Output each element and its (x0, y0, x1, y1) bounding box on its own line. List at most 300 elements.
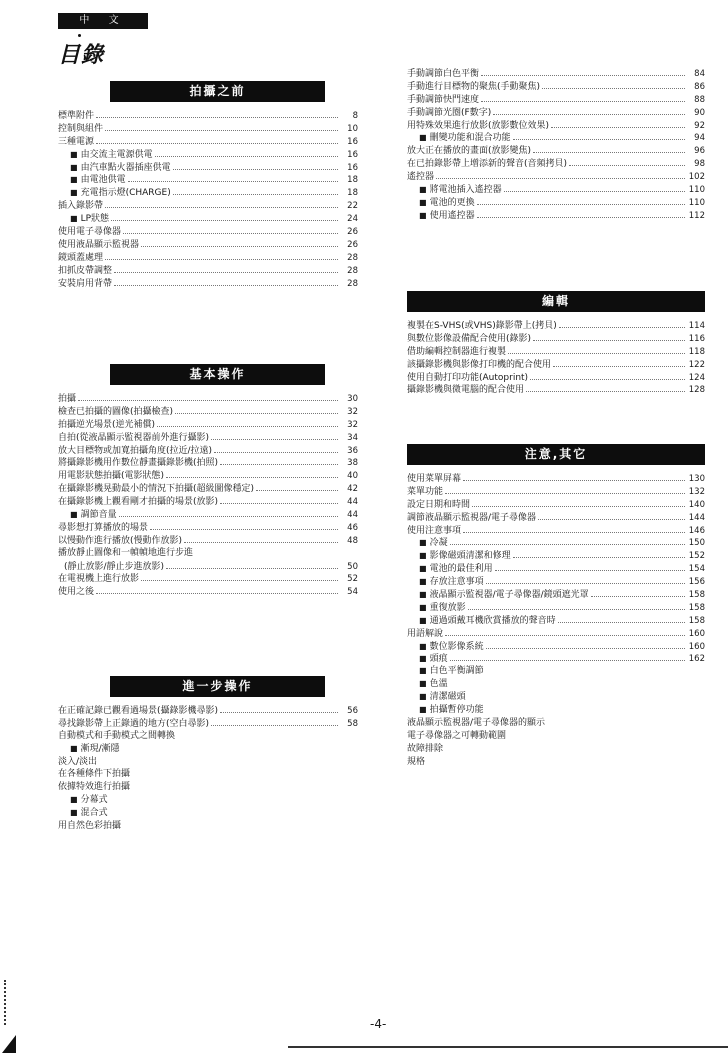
toc-entry[interactable] (407, 183, 705, 196)
toc-entry-page: 92 (694, 120, 705, 131)
toc-entry-title: 使用菜單屏幕 (407, 474, 462, 484)
dot-leader (436, 170, 685, 179)
toc-entries (407, 319, 705, 396)
toc-entry[interactable] (58, 238, 358, 251)
dot-leader (508, 345, 685, 354)
toc-entry[interactable] (407, 756, 705, 769)
toc-entry[interactable] (58, 109, 358, 122)
toc-entry-page: 122 (688, 359, 705, 370)
toc-entry[interactable] (407, 157, 705, 170)
dot-leader (141, 572, 338, 581)
toc-entry-page: 140 (688, 499, 705, 510)
toc-entry[interactable] (58, 225, 358, 238)
toc-entry[interactable] (407, 691, 705, 704)
toc-entry-page: 88 (694, 94, 705, 105)
dot-leader (559, 319, 685, 328)
dot-leader (569, 157, 685, 166)
toc-entry-page: 152 (688, 551, 705, 562)
toc-entry-title: 手動調節快門速度 (407, 94, 480, 105)
section-heading: 拍攝之前 (110, 81, 325, 102)
toc-entry-title: 複製在S-VHS(或VHS)錄影帶上(拷貝) (407, 321, 557, 331)
toc-entry-page: 32 (347, 406, 358, 417)
toc-entries (58, 109, 358, 289)
toc-entry-page: 146 (688, 525, 705, 536)
toc-entry[interactable] (407, 80, 705, 93)
toc-entry[interactable] (407, 601, 705, 614)
toc-entry-title: 安裝肩用背帶 (58, 278, 113, 289)
toc-entry-page: 48 (347, 535, 358, 546)
toc-entry-page: 98 (694, 159, 705, 170)
toc-entry[interactable] (58, 820, 358, 833)
toc-entry[interactable] (407, 67, 705, 80)
toc-entry-title: 用特殊效果進行放影(放影數位效果) (407, 120, 550, 131)
toc-entry-page: 42 (347, 484, 358, 495)
dot-leader (220, 704, 338, 713)
dot-leader (214, 444, 338, 453)
toc-entry-title: ■ 數位影像系統 (419, 641, 484, 653)
dot-leader (495, 562, 685, 571)
toc-entry-title: ■ 冷凝 (419, 537, 448, 549)
toc-entry[interactable] (407, 614, 705, 627)
toc-entry[interactable] (58, 794, 358, 807)
toc-entry-title: ■ 由電池供電 (70, 174, 126, 186)
toc-entry-page: 130 (688, 474, 705, 484)
dot-leader (111, 212, 338, 221)
toc-entry-page: 118 (688, 346, 705, 357)
toc-entry-page: 22 (347, 201, 358, 212)
toc-entry[interactable] (58, 521, 358, 534)
toc-entry-page: 110 (688, 185, 705, 196)
toc-entry-page: 90 (694, 107, 705, 118)
toc-entry-title: ■ 重復放影 (419, 602, 466, 614)
dot-leader (558, 614, 685, 623)
toc-entry-title: 調節液晶顯示監視器/電子尋像器 (407, 512, 537, 523)
toc-entry[interactable] (407, 358, 705, 371)
toc-entry-title: ■ 清潔磁頭 (419, 691, 466, 704)
toc-entry-title: 在已拍錄影帶上增添新的聲音(音頻拷貝) (407, 159, 568, 170)
toc-entry-title: ■ 液晶顯示監視器/電子尋像器/鏡頭遮光罩 (419, 589, 589, 601)
toc-entry-page: 158 (688, 615, 705, 626)
toc-entry-title: 遙控器 (407, 172, 435, 183)
toc-entry-page: 124 (688, 372, 705, 383)
scan-edge-marks (4, 980, 9, 1025)
toc-entry-title: ■ 使用遙控器 (419, 210, 475, 222)
toc-entry[interactable] (407, 472, 705, 485)
toc-entry-page: 46 (347, 522, 358, 533)
toc-entry[interactable] (407, 575, 705, 588)
dot-leader (220, 495, 338, 504)
dot-leader (551, 119, 685, 128)
toc-entry[interactable] (58, 186, 358, 199)
toc-entry-title: ■ LP狀態 (70, 213, 109, 225)
toc-entry[interactable] (407, 371, 705, 384)
toc-entries (407, 472, 705, 768)
toc-entry-page: 16 (347, 136, 358, 147)
dot-leader (481, 93, 685, 102)
dot-leader (220, 456, 338, 465)
toc-entry-title: ■ 通過頭戴耳機欣賞播放的聲音時 (419, 615, 556, 627)
toc-entry-page: 38 (347, 458, 358, 469)
dot-leader (463, 472, 685, 481)
toc-entry-page: 26 (347, 239, 358, 250)
toc-entry-title: 鏡頭蓋處理 (58, 252, 104, 263)
toc-entry-title: ■ 電池的最佳利用 (419, 563, 493, 575)
toc-entry-title: ■ 電池的更換 (419, 197, 475, 209)
section-notes-other (407, 444, 705, 768)
dot-leader (477, 209, 685, 218)
toc-entry-page: 96 (694, 146, 705, 157)
toc-entry-page: 162 (688, 654, 705, 665)
toc-entry[interactable] (407, 704, 705, 717)
dot-leader (477, 196, 685, 205)
toc-entry-page: 158 (688, 590, 705, 601)
toc-entry[interactable] (407, 332, 705, 345)
toc-entry[interactable] (58, 418, 358, 431)
dot-leader (513, 131, 685, 140)
toc-entry-page: 132 (688, 486, 705, 497)
toc-entry-title: 使用電子尋像器 (58, 227, 122, 238)
toc-entry-page: 128 (688, 385, 705, 396)
toc-entry-title: ■ 存放注意事項 (419, 576, 484, 588)
toc-entry[interactable] (58, 199, 358, 212)
toc-entry[interactable] (58, 469, 358, 482)
toc-entry[interactable] (407, 119, 705, 132)
toc-entry[interactable] (407, 627, 705, 640)
toc-entry[interactable] (407, 730, 705, 743)
toc-entry[interactable] (58, 444, 358, 457)
toc-entry[interactable] (58, 743, 358, 756)
toc-entry-title: 借助編輯控制器進行複製 (407, 346, 507, 357)
toc-entry-page: 52 (347, 574, 358, 585)
dot-leader (445, 627, 685, 636)
toc-entry-title: 使用液晶顯示監視器 (58, 239, 140, 250)
dot-leader (105, 199, 338, 208)
toc-entry[interactable] (407, 524, 705, 537)
dot-leader (105, 122, 338, 131)
toc-entry-page: 28 (347, 278, 358, 289)
toc-entry-page: 44 (347, 497, 358, 508)
section-basic-operations (58, 364, 358, 598)
toc-entry[interactable] (407, 498, 705, 511)
toc-entry-title: 在正確記錄已觀看過場景(攝錄影機尋影) (58, 706, 219, 716)
toc-entry[interactable] (407, 665, 705, 678)
dot-leader (530, 371, 685, 380)
toc-entry-page: 26 (347, 227, 358, 238)
dot-leader (175, 405, 338, 414)
toc-entry-title: 手動進行目標物的聚焦(手動聚焦) (407, 81, 541, 92)
language-tab: 中 文 (58, 13, 148, 29)
section-editing (407, 291, 705, 396)
toc-entry-title: 用語解說 (407, 628, 444, 639)
toc-entry[interactable] (407, 209, 705, 222)
toc-entry[interactable] (58, 781, 358, 794)
dot-leader (450, 652, 685, 661)
toc-entry-title: 尋找錄影帶上正錄過的地方(空白尋影) (58, 718, 210, 729)
page-title: 目錄 (58, 43, 105, 68)
dot-leader (450, 536, 685, 545)
toc-entry-title: ■ 調節音量 (70, 509, 117, 521)
toc-entry-page: 58 (347, 718, 358, 729)
toc-entry-title: 在各種條件下拍攝 (58, 769, 131, 780)
toc-entry[interactable] (407, 717, 705, 730)
section-advanced-operations (58, 676, 358, 833)
dot-leader (150, 521, 338, 530)
toc-entry[interactable] (58, 148, 358, 161)
toc-entry-title: ■ 將電池插入遙控器 (419, 184, 502, 196)
dot-leader (526, 383, 685, 392)
toc-entry[interactable] (58, 572, 358, 585)
dot-leader (96, 109, 338, 118)
dot-leader (513, 549, 685, 558)
toc-entry[interactable] (58, 251, 358, 264)
toc-entry[interactable] (58, 508, 358, 521)
toc-entry[interactable] (58, 212, 358, 225)
toc-entry[interactable] (58, 585, 358, 598)
toc-entry-title: 電子尋像器之可轉動範圍 (407, 730, 507, 741)
toc-entry-page: 110 (688, 197, 705, 208)
toc-entry[interactable] (407, 562, 705, 575)
toc-entry-title: ■ 拍攝暫停功能 (419, 704, 484, 717)
toc-entry[interactable] (58, 560, 358, 573)
toc-entry-title: 控制與組件 (58, 123, 104, 134)
toc-entry[interactable] (58, 807, 358, 820)
toc-entry[interactable] (58, 161, 358, 174)
toc-entry-page: 54 (347, 587, 358, 598)
toc-entry-page: 116 (688, 333, 705, 344)
toc-entry[interactable] (58, 173, 358, 186)
section-advanced-continued (407, 67, 705, 222)
toc-entry-title: 扣抓皮帶調整 (58, 265, 113, 276)
toc-entry-page: 158 (688, 602, 705, 613)
toc-entry-page: 160 (688, 628, 705, 639)
toc-entry[interactable] (407, 485, 705, 498)
toc-entry-title: ■ 白色平衡調節 (419, 665, 484, 678)
toc-entry-page: 156 (688, 577, 705, 588)
toc-entry[interactable] (407, 319, 705, 332)
dot-leader (504, 183, 685, 192)
toc-entry-page: 102 (688, 172, 705, 183)
toc-entry-title: 將攝錄影機用作數位靜畫攝錄影機(拍照) (58, 458, 219, 469)
toc-entry-title: ■ 混合式 (70, 807, 108, 820)
toc-entry[interactable] (407, 536, 705, 549)
section-heading: 注意,其它 (407, 444, 705, 465)
toc-entry-page: 94 (694, 133, 705, 144)
toc-entry-title: 三種電源 (58, 136, 95, 147)
toc-entry-title: 拍攝 (58, 394, 77, 404)
toc-entries (58, 704, 358, 833)
toc-entry[interactable] (407, 511, 705, 524)
toc-entry-title: 在電視機上進行放影 (58, 574, 140, 585)
toc-entry-page: 144 (688, 512, 705, 523)
toc-entry-title: (靜止放影/靜止步進放影) (64, 561, 165, 572)
toc-entry-page: 150 (688, 538, 705, 549)
toc-entries (407, 67, 705, 222)
toc-entry-page: 18 (347, 188, 358, 199)
toc-entry[interactable] (58, 717, 358, 730)
dot-leader (141, 238, 338, 247)
toc-entry[interactable] (407, 743, 705, 756)
toc-entry-title: ■ 由交流主電源供電 (70, 149, 153, 161)
toc-entry[interactable] (58, 730, 358, 743)
toc-entry-title: ■ 色溫 (419, 678, 448, 691)
dot-leader (468, 601, 685, 610)
dot-leader (553, 358, 685, 367)
toc-entry-title: 依據特效進行拍攝 (58, 782, 131, 793)
toc-entry[interactable] (407, 678, 705, 691)
section-heading: 編輯 (407, 291, 705, 312)
toc-entry[interactable] (407, 106, 705, 119)
dot-leader (493, 106, 685, 115)
dot-leader (463, 524, 685, 533)
toc-entry-title: 放大目標物或加寬拍攝角度(拉近/拉遠) (58, 445, 213, 456)
toc-entry[interactable] (58, 768, 358, 781)
dot-leader (78, 392, 338, 401)
toc-entry-title: 插入錄影帶 (58, 201, 104, 212)
dot-leader (184, 534, 338, 543)
toc-entry-title: 在攝錄影機上觀看剛才拍攝的場景(放影) (58, 497, 219, 508)
dot-leader (472, 498, 685, 507)
toc-entry-title: ■ 頭痕 (419, 653, 448, 665)
toc-entry[interactable] (58, 704, 358, 717)
toc-entry-page: 114 (688, 321, 705, 331)
dot-leader (211, 717, 338, 726)
toc-entry[interactable] (407, 131, 705, 144)
toc-entry[interactable] (58, 756, 358, 769)
toc-entry-page: 86 (694, 81, 705, 92)
toc-entry-title: ■ 影像磁頭清潔和修理 (419, 550, 511, 562)
toc-entry-page: 44 (347, 510, 358, 521)
toc-entry-title: 使用注意事項 (407, 525, 462, 536)
toc-entry-page: 28 (347, 265, 358, 276)
toc-entry[interactable] (58, 495, 358, 508)
toc-entry[interactable] (407, 170, 705, 183)
toc-entry-title: 使用自動打印功能(Autoprint) (407, 372, 529, 383)
toc-entry-page: 16 (347, 162, 358, 173)
toc-entry-title: 自動模式和手動模式之間轉換 (58, 730, 176, 741)
toc-entry-page: 28 (347, 252, 358, 263)
dot-leader (538, 511, 685, 520)
marker-dot (78, 34, 81, 37)
toc-entry[interactable] (407, 383, 705, 396)
section-heading: 進一步操作 (110, 676, 325, 697)
toc-entry-title: 液晶顯示監視器/電子尋像器的顯示 (407, 717, 546, 728)
scan-bottom-edge (288, 1046, 728, 1048)
toc-entry-page: 112 (688, 210, 705, 221)
dot-leader (114, 264, 338, 273)
dot-leader (173, 161, 338, 170)
toc-entry-title: 該攝錄影機與影像打印機的配合使用 (407, 359, 552, 370)
toc-entry-page: 30 (347, 394, 358, 404)
toc-entry-title: 故障排除 (407, 743, 444, 754)
toc-entry[interactable] (407, 640, 705, 653)
toc-entry-title: ■ 充電指示燈(CHARGE) (70, 187, 171, 199)
toc-entry-title: 標準附件 (58, 111, 95, 121)
toc-entry-title: 手動調節白色平衡 (407, 69, 480, 79)
toc-entry-page: 18 (347, 175, 358, 186)
dot-leader (166, 469, 338, 478)
dot-leader (445, 485, 685, 494)
toc-entry-title: 拍攝逆光場景(逆光補償) (58, 419, 156, 430)
toc-entry[interactable] (407, 196, 705, 209)
dot-leader (533, 144, 685, 153)
toc-entry-title: 使用之後 (58, 587, 95, 598)
dot-leader (114, 277, 338, 286)
toc-entry-page: 154 (688, 564, 705, 575)
toc-entry-title: 以慢動作進行播放(慢動作放影) (58, 535, 183, 546)
toc-entry-title: 在攝錄影機晃動最小的情況下拍攝(超級圖像穩定) (58, 484, 255, 495)
dot-leader (166, 560, 338, 569)
toc-entry-title: 播放靜止圖像和一幀幀地進行步進 (58, 547, 194, 558)
dot-leader (256, 482, 338, 491)
dot-leader (486, 575, 685, 584)
dot-leader (533, 332, 685, 341)
toc-entry[interactable] (407, 93, 705, 106)
dot-leader (96, 135, 338, 144)
toc-entry[interactable] (407, 345, 705, 358)
toc-entry[interactable] (58, 135, 358, 148)
dot-leader (542, 80, 685, 89)
toc-entry[interactable] (58, 431, 358, 444)
toc-entry-title: ■ 由汽車點火器插座供電 (70, 162, 171, 174)
toc-entry-page: 16 (347, 149, 358, 160)
toc-entry[interactable] (58, 405, 358, 418)
toc-entry-title: 用自然色彩拍攝 (58, 821, 122, 832)
toc-entry-title: 放大正在播放的畫面(放影變焦) (407, 146, 532, 157)
dot-leader (157, 418, 338, 427)
dot-leader (211, 431, 338, 440)
toc-entry-title: 尋影想打算播放的場景 (58, 522, 149, 533)
section-before-shooting (58, 81, 358, 289)
page-number: -4- (370, 1017, 387, 1031)
dot-leader (119, 508, 338, 517)
toc-entry-page: 10 (347, 123, 358, 134)
toc-entry[interactable] (58, 482, 358, 495)
toc-entry[interactable] (407, 588, 705, 601)
dot-leader (173, 186, 338, 195)
toc-entry[interactable] (58, 392, 358, 405)
toc-entry-page: 50 (347, 561, 358, 572)
scan-corner-mark (2, 1035, 16, 1053)
dot-leader (486, 640, 685, 649)
toc-entry-title: 手動調節光圈(F數字) (407, 107, 492, 118)
toc-entry-page: 8 (352, 111, 358, 121)
toc-entry[interactable] (407, 652, 705, 665)
toc-entry[interactable] (407, 144, 705, 157)
toc-entry-page: 32 (347, 419, 358, 430)
toc-entry-title: ■ 漸現/漸隱 (70, 743, 120, 756)
toc-entry[interactable] (58, 122, 358, 135)
toc-entry[interactable] (58, 534, 358, 547)
toc-entries (58, 392, 358, 598)
section-heading: 基本操作 (110, 364, 325, 385)
toc-entry[interactable] (58, 277, 358, 290)
toc-entry-title: 攝錄影機與微電腦的配合使用 (407, 385, 525, 396)
toc-entry[interactable] (58, 264, 358, 277)
toc-entry-page: 24 (347, 214, 358, 225)
toc-entry-title: 用電影狀態拍攝(電影狀態) (58, 471, 165, 482)
toc-entry-page: 160 (688, 641, 705, 652)
toc-entry-title: ■ 分幕式 (70, 794, 108, 807)
toc-entry[interactable] (58, 547, 358, 560)
dot-leader (123, 225, 338, 234)
toc-entry-page: 56 (347, 706, 358, 716)
toc-entry-page: 40 (347, 471, 358, 482)
toc-entry-title: 檢查已拍攝的圖像(拍攝檢查) (58, 406, 174, 417)
toc-entry-page: 36 (347, 445, 358, 456)
toc-entry[interactable] (58, 456, 358, 469)
toc-entry[interactable] (407, 549, 705, 562)
toc-entry-title: 淡入/淡出 (58, 756, 98, 767)
